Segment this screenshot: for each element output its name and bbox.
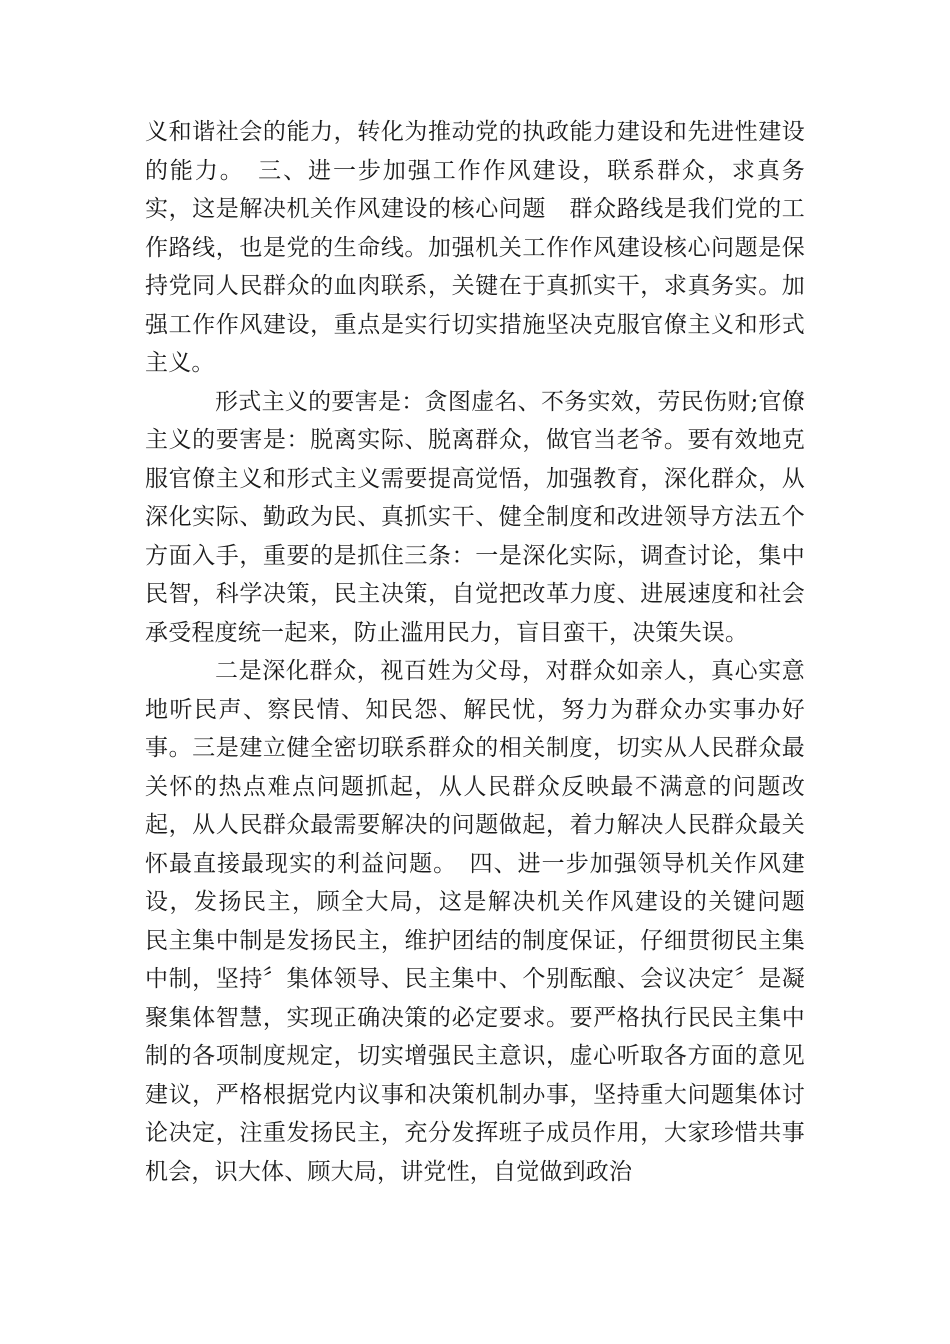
paragraph-3: 二是深化群众，视百姓为父母，对群众如亲人，真心实意地听民声、察民情、知民怨、解民忧，努力为群众办实事办好事。三是建立健全密切联系群众的相关制度，切实从人民群众最关怀的热点难点问题抓起，从人民群众反映最不满意的问题改起，从人民群众最需要解决的问题做起，着力解决人民群众最关怀最直接最现实的利益问题。 四、进一步加强领导机关作风建设，发扬民主，顾全大局，这是解决机关作风建设的关键问题 民主集中制是发扬民主，维护团结的制度保证，仔细贯彻民主集中制，坚持〞集体领导、民主集中、个别酝酿、会议决定〞是凝聚集体智慧，实现正确决策的必定要求。要严格执行民民主集中制的各项制度规定，切实增强民主意识，虚心听取各方面的意见建议，严格根据党内议事和决策机制办事，坚持重大问题集体讨论决定，注重发扬民主，充分发挥班子成员作用，大家珍惜共事机会，识大体、顾大局，讲党性，自觉做到政治 bbox=[145, 658, 829, 1185]
document-page bbox=[145, 113, 829, 1191]
paragraph-2: 形式主义的要害是：贪图虚名、不务实效，劳民伤财;官僚主义的要害是：脱离实际、脱离群众，做官当老爷。要有效地克服官僚主义和形式主义需要提高觉悟，加强教育，深化群众，从深化实际、勤政为民、真抓实干、健全制度和改进领导方法五个方面入手，重要的是抓住三条：一是深化实际，调查讨论，集中民智，科学决策，民主决策，自觉把改革力度、进展速度和社会承受程度统一起来，防止滥用民力，盲目蛮干，决策失误。 bbox=[145, 388, 805, 646]
paragraph-1: 义和谐社会的能力，转化为推动党的执政能力建设和先进性建设的能力。 三、进一步加强工作作风建设，联系群众，求真务实，这是解决机关作风建设的核心问题 群众路线是我们党的工作路线，也是党的生命线。加强机关工作作风建设核心问题是保持党同人民群众的血肉联系，关键在于真抓实干，求真务实。加强工作作风建设，重点是实行切实措施坚决克服官僚主义和形式主义。 bbox=[145, 119, 805, 376]
